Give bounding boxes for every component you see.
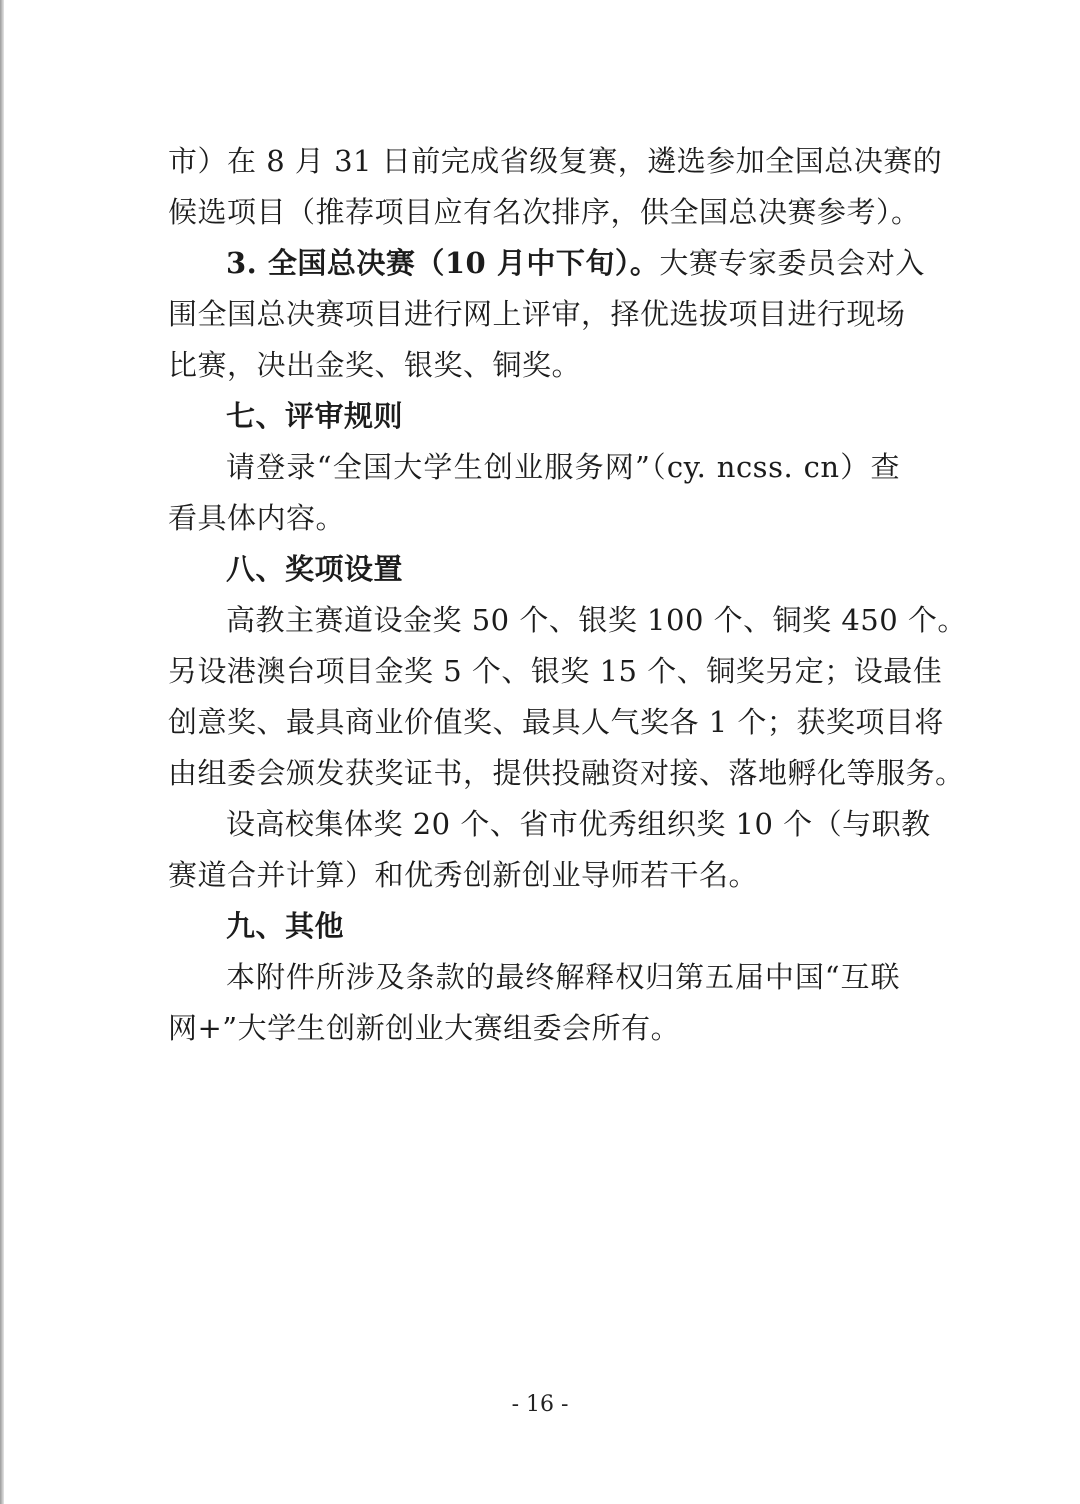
text-line: 看具体内容。 [168, 501, 346, 535]
text-line: 候选项目（推荐项目应有名次排序，供全国总决赛参考）。 [168, 195, 921, 229]
text-line: 高教主赛道设金奖 50 个、银奖 100 个、铜奖 450 个。 [226, 603, 967, 637]
text-line: 市）在 8 月 31 日前完成省级复赛，遴选参加全国总决赛的 [168, 144, 943, 178]
text-line: 赛道合并计算）和优秀创新创业导师若干名。 [168, 858, 759, 892]
text-line: 本附件所涉及条款的最终解释权归第五届中国“互联 [226, 960, 900, 994]
text-line: 由组委会颁发获奖证书，提供投融资对接、落地孵化等服务。 [168, 756, 965, 790]
text-line: 围全国总决赛项目进行网上评审，择优选拔项目进行现场 [168, 297, 906, 331]
text-line: 比赛，决出金奖、银奖、铜奖。 [168, 348, 582, 382]
page-edge-shadow [0, 0, 4, 1504]
text-line: 另设港澳台项目金奖 5 个、银奖 15 个、铜奖另定；设最佳 [168, 654, 943, 688]
text-line [168, 238, 925, 289]
text-line: 创意奖、最具商业价值奖、最具人气奖各 1 个；获奖项目将 [168, 705, 944, 739]
page-number: - 16 - [511, 1392, 569, 1417]
final-round-text: 大赛专家委员会对入 [659, 246, 925, 280]
section-heading-other: 九、其他 [226, 909, 345, 943]
section-heading-review-rules: 七、评审规则 [226, 399, 404, 433]
text-line: 设高校集体奖 20 个、省市优秀组织奖 10 个（与职教 [226, 807, 931, 841]
section-heading-awards: 八、奖项设置 [226, 552, 404, 586]
final-round-label: 3. 全国总决赛（10 月中下旬）。 [226, 246, 660, 280]
document-body [168, 136, 967, 1054]
text-line: 网+”大学生创新创业大赛组委会所有。 [168, 1011, 681, 1045]
text-line: 请登录“全国大学生创业服务网”（cy. ncss. cn）查 [226, 450, 900, 484]
